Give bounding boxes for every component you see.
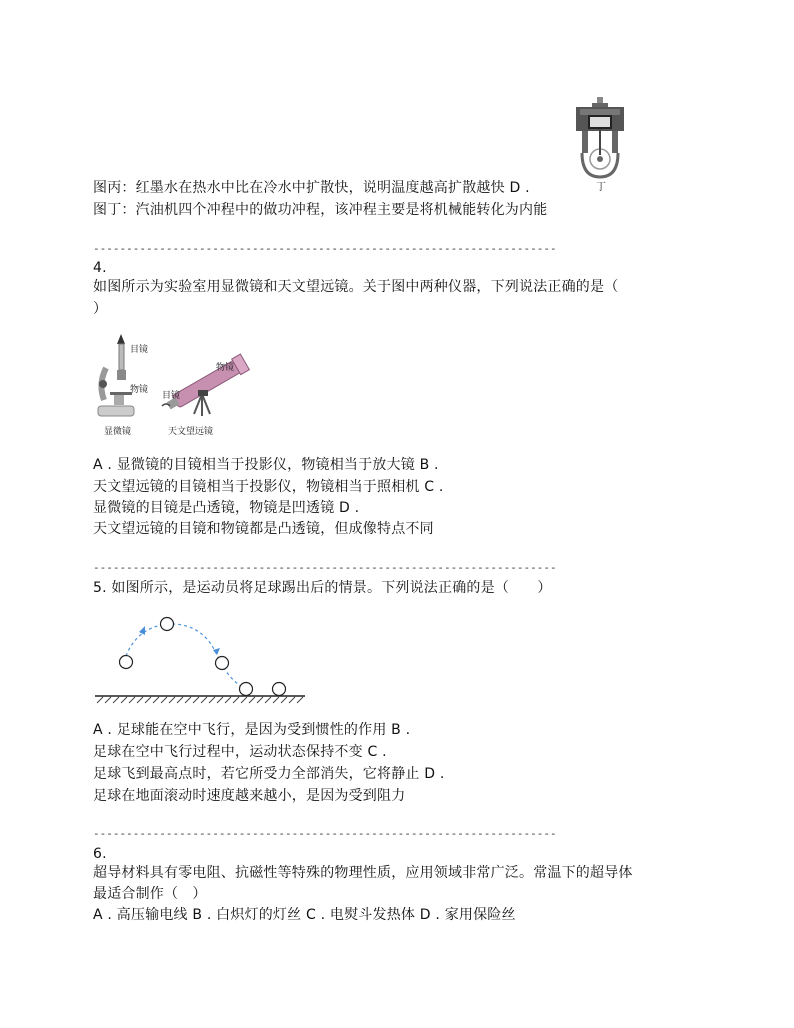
q4-option-1: A . 显微镜的目镜相当于投影仪，物镜相当于放大镜 B . xyxy=(93,457,439,473)
q3-line-bing: 图丙：红墨水在热水中比在冷水中扩散快，说明温度越高扩散越快 D . xyxy=(93,180,530,196)
q4-option-2: 天文望远镜的目镜相当于投影仪，物镜相当于照相机 C . xyxy=(93,479,444,495)
q4-option-4: 天文望远镜的目镜和物镜都是凸透镜，但成像特点不同 xyxy=(93,521,434,537)
q5-option-3: 足球飞到最高点时，若它所受力全部消失，它将静止 D . xyxy=(93,766,445,782)
separator-2: ---------------------------------------------------------------------- xyxy=(93,561,557,574)
microscope-eyepiece-label: 目镜 xyxy=(130,345,149,355)
engine-label: 丁 xyxy=(596,182,606,193)
q6-stem-2: 最适合制作（ ） xyxy=(93,886,207,902)
separator-1: ---------------------------------------------------------------------- xyxy=(93,242,557,255)
microscope-caption: 显微镜 xyxy=(104,427,132,437)
q4-number: 4. xyxy=(93,260,107,276)
telescope-objective-label: 物镜 xyxy=(216,363,235,373)
engine-diagram-icon xyxy=(570,95,630,190)
q6-number: 6. xyxy=(93,846,107,862)
engine-figure xyxy=(570,95,630,190)
telescope-eyepiece-label: 目镜 xyxy=(162,391,181,401)
q5-option-4: 足球在地面滚动时速度越来越小，是因为受到阻力 xyxy=(93,788,406,804)
q4-figure xyxy=(90,332,260,440)
q5-option-2: 足球在空中飞行过程中，运动状态保持不变 C . xyxy=(93,744,387,760)
q3-line-ding: 图丁：汽油机四个冲程中的做功冲程，该冲程主要是将机械能转化为内能 xyxy=(93,202,548,218)
q4-option-3: 显微镜的目镜是凸透镜，物镜是凹透镜 D . xyxy=(93,500,360,516)
q6-options: A . 高压输电线 B . 白炽灯的灯丝 C . 电熨斗发热体 D . 家用保险丝 xyxy=(93,907,516,923)
q5-football-figure xyxy=(93,610,313,705)
q5-stem: 5. 如图所示，是运动员将足球踢出后的情景。下列说法正确的是（ ） xyxy=(93,580,552,596)
q5-option-1: A . 足球能在空中飞行，是因为受到惯性的作用 B . xyxy=(93,722,411,738)
microscope-objective-label: 物镜 xyxy=(130,385,149,395)
separator-3: ---------------------------------------------------------------------- xyxy=(93,827,557,840)
football-trajectory-icon xyxy=(93,610,313,705)
q6-stem-1: 超导材料具有零电阻、抗磁性等特殊的物理性质，应用领域非常广泛。常温下的超导体 xyxy=(93,865,633,881)
telescope-caption: 天文望远镜 xyxy=(168,427,214,437)
q4-stem-2: ） xyxy=(93,301,108,317)
q4-stem-1: 如图所示为实验室用显微镜和天文望远镜。关于图中两种仪器，下列说法正确的是（ xyxy=(93,279,619,295)
